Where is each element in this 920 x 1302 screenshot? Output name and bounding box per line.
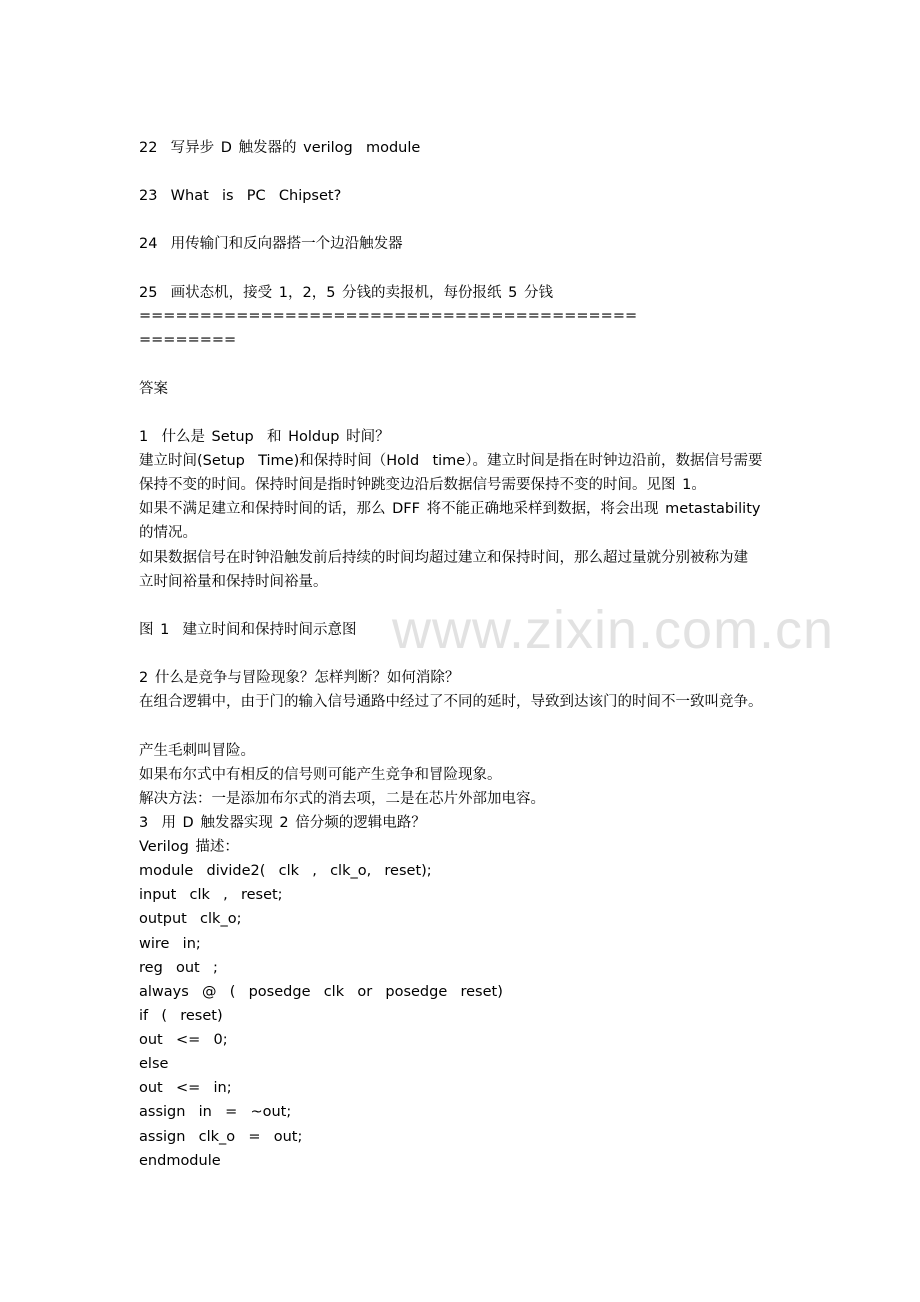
code-line: wire in;	[139, 936, 201, 952]
figure-caption: 图 1 建立时间和保持时间示意图	[139, 622, 357, 638]
question-23: 23 What is PC Chipset?	[139, 188, 342, 204]
paragraph-line: 在组合逻辑中，由于门的输入信号通路中经过了不同的延时，导致到达该门的时间不一致叫竞争。	[139, 694, 763, 710]
paragraph-line: 如果不满足建立和保持时间的话，那么 DFF 将不能正确地采样到数据，将会出现 metastability	[139, 501, 761, 517]
paragraph-line: 如果数据信号在时钟沿触发前后持续的时间均超过建立和保持时间，那么超过量就分别被称为建	[139, 550, 748, 566]
code-line: input clk , reset;	[139, 887, 283, 903]
paragraph-line: 立时间裕量和保持时间裕量。	[139, 574, 328, 590]
answer-2-title: 2 什么是竞争与冒险现象？怎样判断？如何消除？	[139, 670, 460, 686]
code-intro: Verilog 描述：	[139, 839, 239, 855]
question-25: 25 画状态机，接受 1，2，5 分钱的卖报机，每份报纸 5 分钱	[139, 285, 554, 301]
code-line: out <= 0;	[139, 1032, 228, 1048]
separator-line-1: =========================================	[139, 308, 638, 324]
code-line: assign in = ~out;	[139, 1104, 292, 1120]
watermark: www.zixin.com.cn	[392, 600, 835, 660]
question-24: 24 用传输门和反向器搭一个边沿触发器	[139, 236, 403, 252]
answer-1-title: 1 什么是 Setup 和 Holdup 时间？	[139, 429, 390, 445]
code-line: else	[139, 1056, 169, 1072]
code-line: always @ ( posedge clk or posedge reset)	[139, 984, 503, 1000]
question-22: 22 写异步 D 触发器的 verilog module	[139, 140, 421, 156]
paragraph-line: 建立时间(Setup Time)和保持时间（Hold time）。建立时间是指在时钟边沿前，数据信号需要	[139, 453, 763, 469]
code-line: if ( reset)	[139, 1008, 223, 1024]
paragraph-line: 保持不变的时间。保持时间是指时钟跳变边沿后数据信号需要保持不变的时间。见图 1。	[139, 477, 706, 493]
code-line: endmodule	[139, 1153, 221, 1169]
code-line: module divide2( clk , clk_o, reset);	[139, 863, 432, 879]
answer-3-title: 3 用 D 触发器实现 2 倍分频的逻辑电路？	[139, 815, 426, 831]
paragraph-line: 解决方法：一是添加布尔式的消去项，二是在芯片外部加电容。	[139, 791, 545, 807]
code-line: reg out ;	[139, 960, 218, 976]
code-line: output clk_o;	[139, 911, 242, 927]
paragraph-line: 如果布尔式中有相反的信号则可能产生竞争和冒险现象。	[139, 767, 502, 783]
paragraph-line: 产生毛刺叫冒险。	[139, 743, 255, 759]
answers-heading: 答案	[139, 381, 168, 397]
paragraph-line: 的情况。	[139, 525, 197, 541]
code-line: assign clk_o = out;	[139, 1129, 303, 1145]
code-line: out <= in;	[139, 1080, 232, 1096]
separator-line-2: ========	[139, 332, 237, 348]
